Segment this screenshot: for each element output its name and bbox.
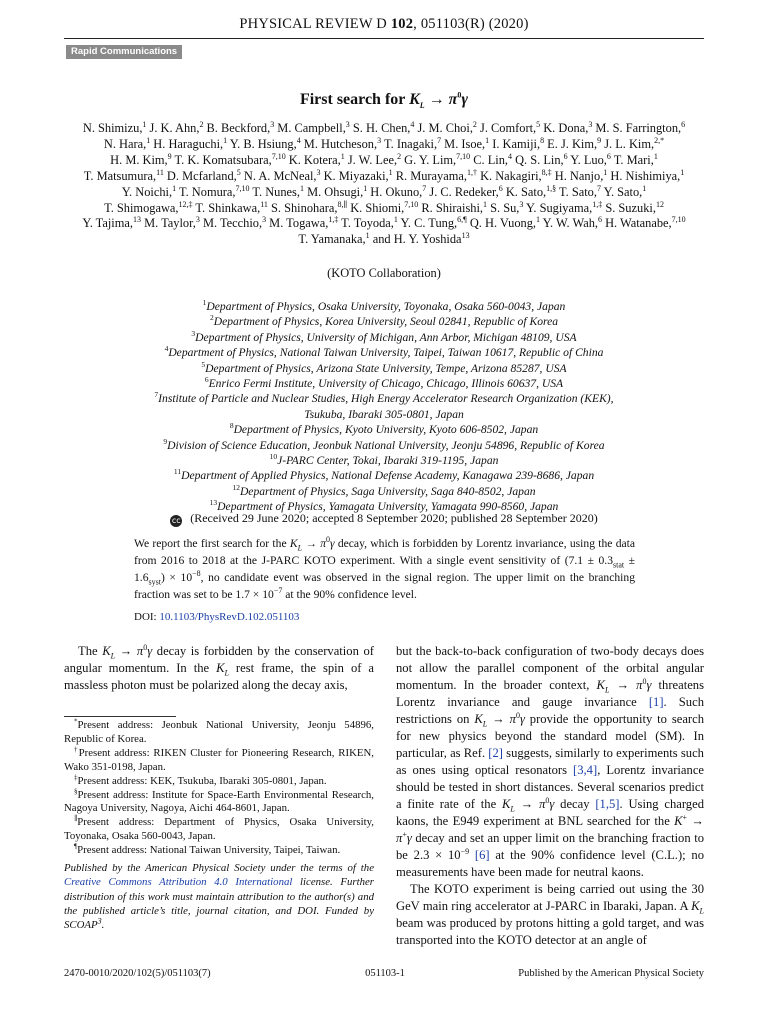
received-dates: (Received 29 June 2020; accepted 8 September 2020; published 28 September 2020): [190, 511, 598, 525]
journal-header: PHYSICAL REVIEW D 102, 051103(R) (2020): [239, 16, 529, 32]
dates-line: [64, 511, 704, 527]
affiliation-item: $^6$Enrico Fermi Institute, University of Chicago, Chicago, Illinois 60637, USA: [204, 375, 564, 391]
footnotes: [64, 719, 374, 858]
body-paragraph: The KOTO experiment is being carried out using the 30 GeV main ring accelerator at J-PARC in Ibaraki, Japan. A $K_L$ beam was produced by protons hitting a gold target, and was transported into the KOTO detector at an angle of: [396, 882, 704, 947]
affiliation-item: $^5$Department of Physics, Arizona State University, Tempe, Arizona 85287, USA: [201, 359, 567, 375]
affiliation-item: $^1$Department of Physics, Osaka University, Toyonaka, Osaka 560-0043, Japan: [202, 298, 566, 313]
citation-link[interactable]: [1]: [648, 695, 664, 709]
journal-name: PHYSICAL REVIEW D: [239, 16, 387, 32]
footnote-item: ∥Present address: Department of Physics, Osaka University, Toyonaka, Osaka 560-0043, Japan.: [64, 814, 374, 843]
citation-link[interactable]: [6]: [474, 848, 490, 862]
doi-line: DOI: 10.1103/PhysRevD.102.051103: [134, 611, 300, 623]
affiliation-item: Tsukuba, Ibaraki 305-0801, Japan: [304, 407, 464, 421]
doi-link[interactable]: 10.1103/PhysRevD.102.051103: [159, 611, 300, 623]
body-paragraph: but the back-to-back configuration of two-body decays does not allow the parallel component of the orbital angular momentum. In the broader context, $K_L \to \pi^0\gamma$ threatens Lorentz invariance and gauge invariance [1]. Such restrictions on $K_L \to \pi^0\gamma$ provide the opportunity to search for new physics beyond the standard model (SM). In particular, as Ref. [2] suggests, similarly to experiments such as ones using optical resonators [3,4], Lorentz invariance should be tested in short distances. Several scenarios predict a finite rate of the $K_L \to \pi^0\gamma$ decay [1,5]. Using charged kaons, the E949 experiment at BNL searched for the K+ → π+γ decay and set an upper limit on the branching fraction to be $2.3 \times 10^{-9}$ [6] at the 90% confidence level (C.L.); no measurements have been made for neutral kaons.: [396, 644, 705, 879]
footnote-item: ‡Present address: KEK, Tsukuba, Ibaraki 305-0801, Japan.: [74, 773, 327, 787]
license-link[interactable]: Creative Commons Attribution 4.0 International: [64, 876, 293, 889]
journal-citation: 051103(R) (2020): [420, 16, 529, 32]
footnote-item: *Present address: Jeonbuk National University, Jeonju 54896, Republic of Korea.: [64, 717, 374, 745]
collaboration-name: (KOTO Collaboration): [327, 266, 441, 280]
journal-volume: 102: [390, 16, 414, 32]
footnote-item: §Present address: Institute for Space-Earth Environmental Research, Nagoya University, Nagoya, Aichi 464-8601, Japan.: [64, 786, 374, 815]
affiliation-item: $^2$Department of Physics, Korea University, Seoul 02841, Republic of Korea: [209, 313, 559, 329]
affiliation-item: $^3$Department of Physics, University of Michigan, Ann Arbor, Michigan 48109, USA: [191, 328, 577, 344]
affiliation-item: $^{12}$Department of Physics, Saga University, Saga 840-8502, Japan: [232, 483, 536, 498]
footer-publisher: Published by the American Physical Society: [518, 968, 704, 979]
body-paragraph: The $K_L \to \pi^0\gamma$ decay is forbidden by the conservation of angular momentum. In the $K_L$ rest frame, the spin of a massless photon must be polarized along the decay axis,: [64, 642, 375, 692]
body-left-column: [64, 643, 374, 694]
footer-issn: 2470-0010/2020/102(5)/051103(7): [64, 968, 211, 979]
body-right-column: [396, 643, 704, 949]
citation-link[interactable]: [1,5]: [595, 797, 620, 811]
section-tag[interactable]: Rapid Communications: [66, 45, 182, 59]
license-notice: Published by the American Physical Society under the terms of the Creative Commons Attribution 4.0 International license. Further distribution of this work must maintain attribution to the author(s) and the published article’s title, journal citation, and DOI. Funded by SCOAP$^3$.: [64, 862, 374, 932]
affiliation-item: $^9$Division of Science Education, Jeonbuk National University, Jeonju 54896, Republic of Korea: [163, 436, 605, 452]
article-title: First search for $K_L \to \pi^0\gamma$: [299, 90, 469, 111]
author-list: N. Shimizu,$^1$ J. K. Ahn,$^2$ B. Beckford,$^3$ M. Campbell,$^3$ S. H. Chen,$^4$ J. M. Choi,$^2$ J. Comfort,$^5$ K. Dona,$^3$ M. S. Farrington,$^6$ N. Hara,$^1$ H. Haraguchi,$^1$ Y. B. Hsiung,$^4$ M. Hutcheson,$^3$ T. Inagaki,$^7$ M. Isoe,$^1$ I. Kamiji,$^8$ E. J. Kim,$^9$ J. L. Kim,$^{2,*}$ H. M. Kim,$^9$ T. K. Komatsubara,$^{7,10}$ K. Kotera,$^1$ J. W. Lee,$^2$ G. Y. Lim,$^{7,10}$ C. Lin,$^4$ Q. S. Lin,$^6$ Y. Luo,$^6$ T. Mari,$^1$ T. Matsumura,$^{11}$ D. Mcfarland,$^5$ N. A. McNeal,$^3$ K. Miyazaki,$^1$ R. Murayama,$^{1,\dagger}$ K. Nakagiri,$^{8,\ddagger}$ H. Nanjo,$^1$ H. Nishimiya,$^1$ Y. Noichi,$^1$ T. Nomura,$^{7,10}$ T. Nunes,$^1$ M. Ohsugi,$^1$ H. Okuno,$^7$ J. C. Redeker,$^6$ K. Sato,$^{1,\S}$ T. Sato,$^7$ Y. Sato,$^1$ T. Shimogawa,$^{12,\ddagger}$ T. Shinkawa,$^{11}$ S. Shinohara,$^{8,\parallel}$ K. Shiomi,$^{7,10}$ R. Shiraishi,$^1$ S. Su,$^3$ Y. Sugiyama,$^{1,\ddagger}$ S. Suzuki,$^{12}$ Y. Tajima,$^{13}$ M. Taylor,$^3$ M. Tecchio,$^3$ M. Togawa,$^{1,\ddagger}$ T. Toyoda,$^1$ Y. C. Tung,$^{6,\P}$ Q. H. Vuong,$^1$ Y. W. Wah,$^6$ H. Watanabe,$^{7,10}$ T. Yamanaka,$^1$ and H. Y. Yoshida$^{13}$: [82, 119, 686, 247]
citation-link[interactable]: [2]: [488, 746, 503, 760]
affiliation-item: $^7$Institute of Particle and Nuclear Studies, High Energy Accelerator Research Organization (KEK),: [154, 390, 614, 406]
footer-page-number: 051103-1: [365, 968, 405, 979]
affiliation-item: $^8$Department of Physics, Kyoto University, Kyoto 606-8502, Japan: [229, 421, 539, 437]
header-divider: [64, 38, 704, 39]
open-access-icon[interactable]: cc: [171, 516, 181, 525]
affiliations: [64, 299, 704, 515]
footnote-item: ¶Present address: National Taiwan University, Taipei, Taiwan.: [74, 842, 341, 857]
affiliation-item: $^{10}$J-PARC Center, Tokai, Ibaraki 319-1195, Japan: [269, 452, 499, 468]
affiliation-item: $^4$Department of Physics, National Taiwan University, Taipei, Taiwan 10617, Republic of China: [164, 344, 604, 360]
affiliation-item: $^{11}$Department of Applied Physics, National Defense Academy, Kanagawa 239-8686, Japan: [173, 467, 595, 483]
citation-link[interactable]: [3,4]: [573, 763, 598, 777]
abstract: We report the first search for the $K_L \to \pi^0\gamma$ decay, which is forbidden by Lorentz invariance, using the data from 2016 to 2018 at the J-PARC KOTO experiment. With a single event sensitivity of $(7.1 \pm 0.3_{stat} \pm 1.6_{syst}) \times 10^{-8}$, no candidate event was observed in the signal region. The upper limit on the branching fraction was set to be $1.7 \times 10^{-7}$ at the 90% confidence level.: [134, 535, 636, 601]
footnote-divider: [64, 716, 176, 717]
footnote-item: †Present address: RIKEN Cluster for Pioneering Research, RIKEN, Wako 351-0198, Japan.: [64, 745, 374, 773]
affiliation-item: $^{13}$Department of Physics, Yamagata University, Yamagata 990-8560, Japan: [209, 498, 559, 514]
